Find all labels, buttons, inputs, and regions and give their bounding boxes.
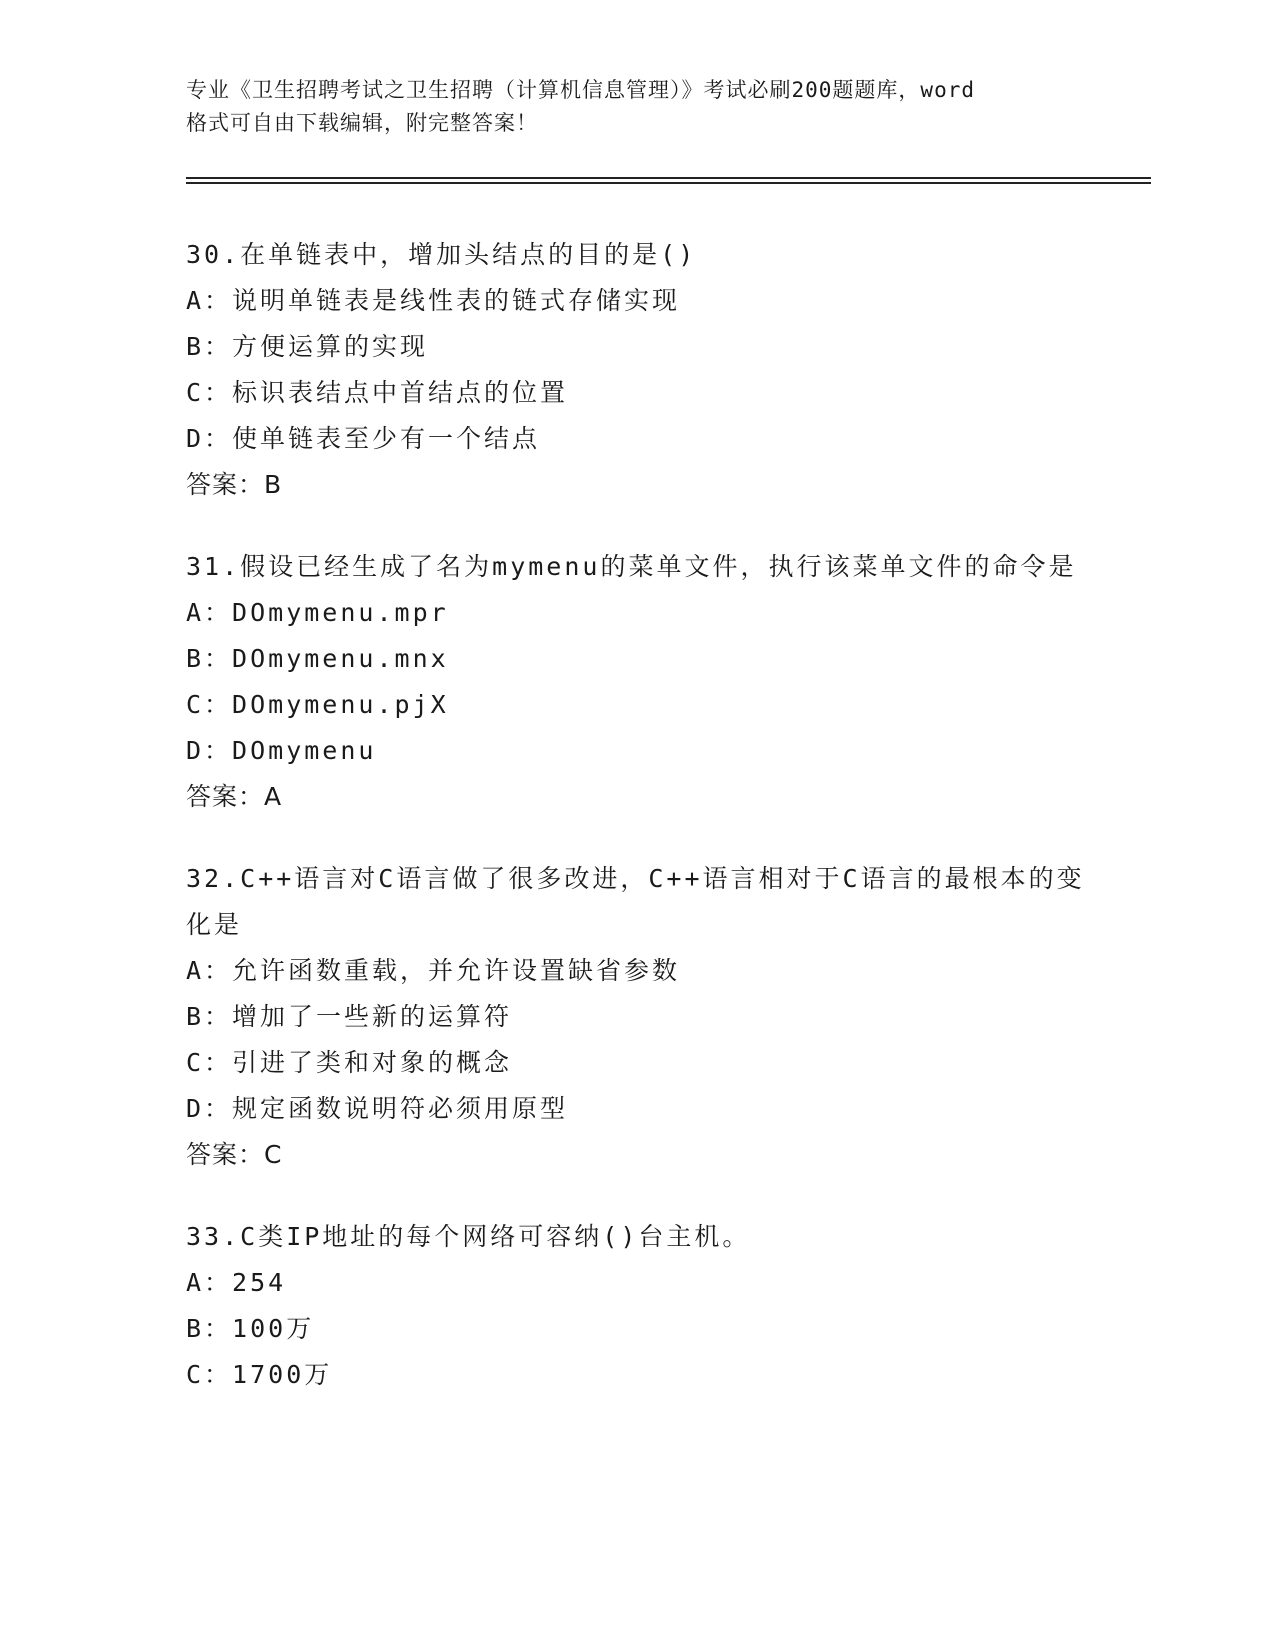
option-d: D：DOmymenu (186, 736, 377, 765)
option-c: C：1700万 (186, 1360, 333, 1389)
option-b: B：100万 (186, 1314, 315, 1343)
option-a: A：DOmymenu.mpr (186, 598, 449, 627)
question-list (186, 232, 1086, 1434)
answer: 答案：B (186, 470, 283, 499)
option-d: D：规定函数说明符必须用原型 (186, 1094, 569, 1123)
option-a: A：说明单链表是线性表的链式存储实现 (186, 286, 681, 315)
header-divider-bottom (186, 182, 1151, 184)
option-d: D：使单链表至少有一个结点 (186, 424, 541, 453)
option-a: A：254 (186, 1268, 287, 1297)
header-line-2: 格式可自由下载编辑，附完整答案！ (186, 111, 538, 135)
document-header (186, 74, 1096, 140)
option-c: C：引进了类和对象的概念 (186, 1048, 513, 1077)
question-stem: 31.假设已经生成了名为mymenu的菜单文件，执行该菜单文件的命令是 (186, 552, 1077, 581)
question-30 (186, 232, 1086, 508)
answer: 答案：C (186, 1140, 283, 1169)
answer: 答案：A (186, 782, 283, 811)
header-line-1: 专业《卫生招聘考试之卫生招聘（计算机信息管理）》考试必刷200题题库，word (186, 78, 975, 102)
question-31 (186, 544, 1086, 820)
question-stem: 32.C++语言对C语言做了很多改进，C++语言相对于C语言的最根本的变化是 (186, 864, 1085, 939)
option-c: C：标识表结点中首结点的位置 (186, 378, 569, 407)
option-b: B：DOmymenu.mnx (186, 644, 449, 673)
option-b: B：方便运算的实现 (186, 332, 429, 361)
question-stem: 33.C类IP地址的每个网络可容纳()台主机。 (186, 1222, 751, 1251)
option-a: A：允许函数重载，并允许设置缺省参数 (186, 956, 681, 985)
option-b: B：增加了一些新的运算符 (186, 1002, 513, 1031)
question-stem: 30.在单链表中，增加头结点的目的是() (186, 240, 697, 269)
header-divider-top (186, 177, 1151, 179)
option-c: C：DOmymenu.pjX (186, 690, 449, 719)
question-33 (186, 1214, 1086, 1398)
question-32 (186, 856, 1086, 1178)
